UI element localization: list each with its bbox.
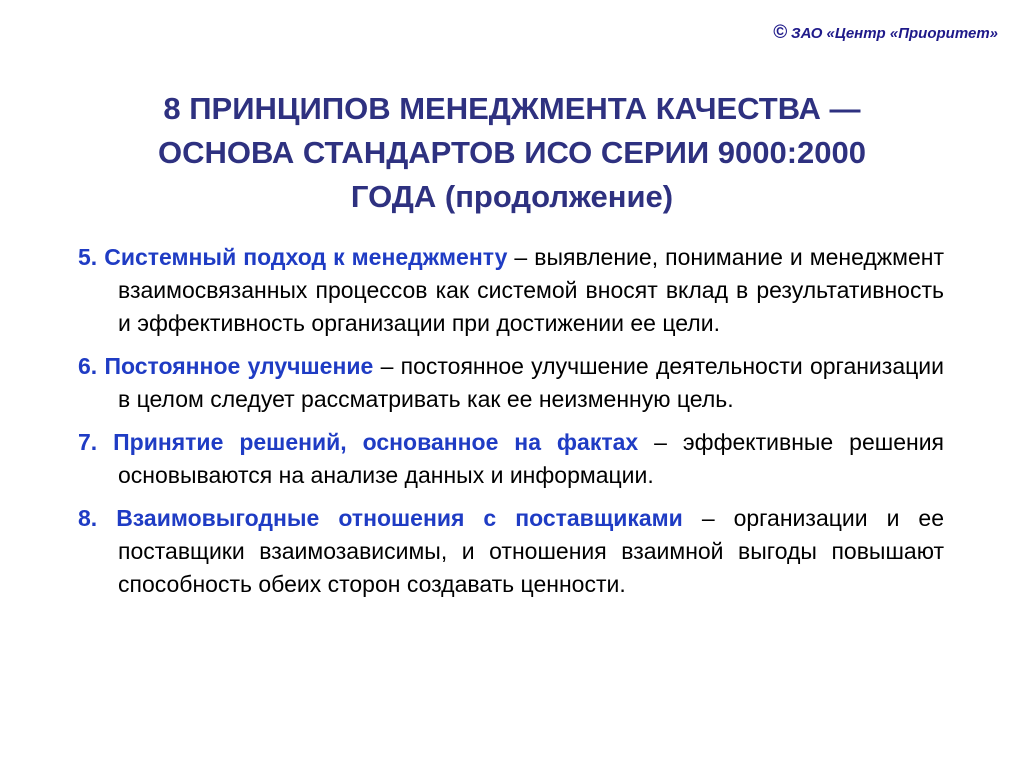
title-line-3-suffix: (продолжение) bbox=[444, 179, 674, 214]
item-description: – эффективные решения основываются на анализе данных и информации. bbox=[118, 429, 945, 488]
copyright-icon: © bbox=[772, 22, 787, 43]
item-number: 7. bbox=[78, 429, 98, 455]
item-description: – выявление, понимание и менеджмент взаимосвязанных процессов как системой вносят вклад в результативность и эффективность организации при достижении ее цели. bbox=[118, 244, 945, 336]
item-number: 5. bbox=[78, 244, 98, 270]
item-term: Постоянное улучшение bbox=[104, 353, 374, 379]
list-item bbox=[78, 350, 944, 416]
list-item bbox=[78, 502, 944, 601]
item-description: – постоянное улучшение деятельности организации в целом следует рассматривать как ее неизменную цель. bbox=[118, 353, 944, 412]
list-item bbox=[78, 426, 944, 492]
principles-list bbox=[78, 241, 944, 611]
title-line-3 bbox=[100, 175, 924, 219]
copyright-text: ЗАО «Центр «Приоритет» bbox=[790, 25, 998, 42]
title-line-2: ОСНОВА СТАНДАРТОВ ИСО СЕРИИ 9000:2000 bbox=[157, 135, 867, 170]
copyright-notice bbox=[773, 22, 998, 44]
title-line-3-main: ГОДА bbox=[350, 179, 437, 214]
item-term: Взаимовыгодные отношения с поставщиками bbox=[116, 505, 683, 531]
item-term: Системный подход к менеджменту bbox=[104, 244, 508, 270]
item-number: 8. bbox=[78, 505, 98, 531]
list-item bbox=[78, 241, 944, 340]
item-description: – организации и ее поставщики взаимозависимы, и отношения взаимной выгоды повышают способность обеих сторон создавать ценности. bbox=[118, 505, 945, 597]
item-term: Принятие решений, основанное на фактах bbox=[113, 429, 639, 455]
slide-title bbox=[100, 87, 924, 219]
title-line-1: 8 ПРИНЦИПОВ МЕНЕДЖМЕНТА КАЧЕСТВА — bbox=[163, 91, 861, 126]
item-number: 6. bbox=[78, 353, 98, 379]
